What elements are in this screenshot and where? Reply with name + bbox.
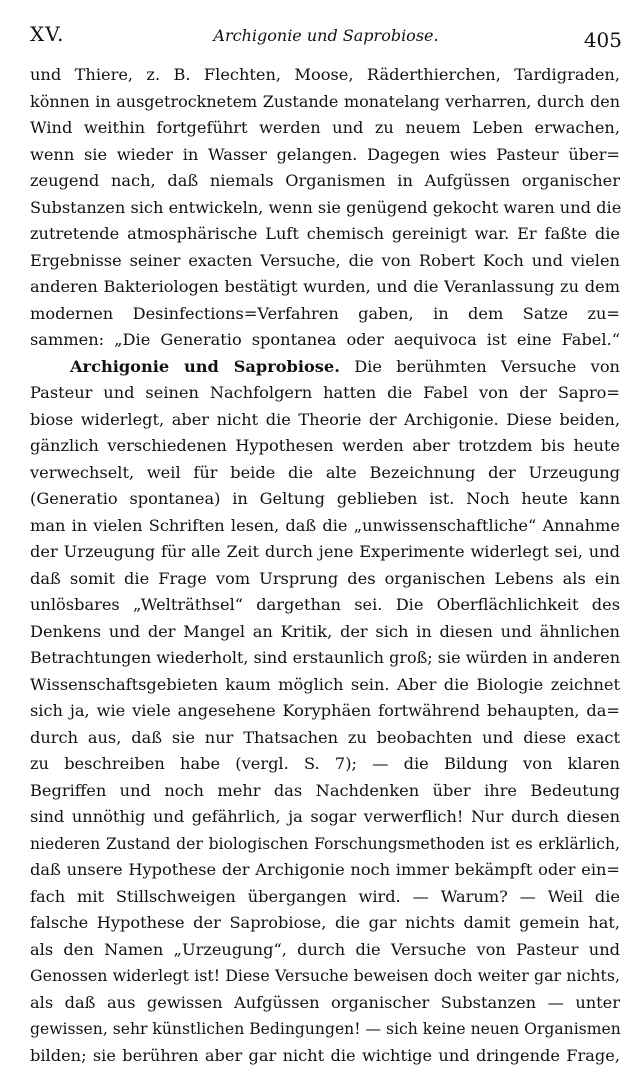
text-line: anderen Bakteriologen bestätigt wurden, und die Veranlassung zu dem (30, 274, 620, 301)
text-line: sammen: „Die Generatio spontanea oder aequivoca ist eine Fabel.“ (30, 327, 620, 354)
text-line: sich ja, wie viele angesehene Koryphäen fortwährend behaupten, da= (30, 698, 620, 725)
text-line: falsche Hypothese der Saprobiose, die gar nichts damit gemein hat, (30, 910, 620, 937)
page-number: 405 (584, 28, 622, 52)
text-line: verwechselt, weil für beide die alte Bezeichnung der Urzeugung (30, 460, 620, 487)
text-line: können in ausgetrocknetem Zustande monatelang verharren, durch den (30, 89, 620, 116)
text-line: Genossen widerlegt ist! Diese Versuche beweisen doch weiter gar nichts, (30, 963, 620, 990)
text-line: und Thiere, z. B. Flechten, Moose, Räderthierchen, Tardigraden, (30, 62, 620, 89)
text-line: als den Namen „Urzeugung“, durch die Versuche von Pasteur und (30, 937, 620, 964)
page-text (30, 62, 620, 1069)
text-line: zu beschreiben habe (vergl. S. 7); — die Bildung von klaren (30, 751, 620, 778)
text-line: (Generatio spontanea) in Geltung geblieben ist. Noch heute kann (30, 486, 620, 513)
text-line: fach mit Stillschweigen übergangen wird. — Warum? — Weil die (30, 884, 620, 911)
text-line: Begriffen und noch mehr das Nachdenken über ihre Bedeutung (30, 778, 620, 805)
running-title: Archigonie und Saprobiose. (30, 26, 622, 45)
text-line: Ergebnisse seiner exacten Versuche, die von Robert Koch und vielen (30, 248, 620, 275)
text-line: der Urzeugung für alle Zeit durch jene Experimente widerlegt sei, und (30, 539, 620, 566)
section-heading: Archigonie und Saprobiose. (70, 357, 340, 376)
chapter-number: XV. (30, 22, 65, 46)
text-line: Betrachtungen wiederholt, sind erstaunlich groß; sie würden in anderen (30, 645, 620, 672)
running-header (30, 22, 622, 52)
text-line: Wissenschaftsgebieten kaum möglich sein. Aber die Biologie zeichnet (30, 672, 620, 699)
text-line: gewissen, sehr künstlichen Bedingungen! — sich keine neuen Organismen (30, 1016, 620, 1043)
text-line: daß unsere Hypothese der Archigonie noch immer bekämpft oder ein= (30, 857, 620, 884)
text-line: wenn sie wieder in Wasser gelangen. Dagegen wies Pasteur über= (30, 142, 620, 169)
text-line: als daß aus gewissen Aufgüssen organischer Substanzen — unter (30, 990, 620, 1017)
text-line: gänzlich verschiedenen Hypothesen werden aber trotzdem bis heute (30, 433, 620, 460)
text-line: Substanzen sich entwickeln, wenn sie genügend gekocht waren und die (30, 195, 620, 222)
text-line: sind unnöthig und gefährlich, ja sogar verwerflich! Nur durch diesen (30, 804, 620, 831)
text-line: zeugend nach, daß niemals Organismen in Aufgüssen organischer (30, 168, 620, 195)
text-line: modernen Desinfections=Verfahren gaben, in dem Satze zu= (30, 301, 620, 328)
text-line: biose widerlegt, aber nicht die Theorie der Archigonie. Diese beiden, (30, 407, 620, 434)
text-line: Denkens und der Mangel an Kritik, der sich in diesen und ähnlichen (30, 619, 620, 646)
text-line: zutretende atmosphärische Luft chemisch gereinigt war. Er faßte die (30, 221, 620, 248)
text-line: niederen Zustand der biologischen Forschungsmethoden ist es erklärlich, (30, 831, 620, 858)
section-first-line (30, 354, 620, 381)
text-line: bilden; sie berühren aber gar nicht die wichtige und dringende Frage, (30, 1043, 620, 1069)
text-line: Wind weithin fortgeführt werden und zu neuem Leben erwachen, (30, 115, 620, 142)
section-first-line-text: Die berühmten Versuche von (354, 357, 620, 376)
text-line: Pasteur und seinen Nachfolgern hatten die Fabel von der Sapro= (30, 380, 620, 407)
text-line: daß somit die Frage vom Ursprung des organischen Lebens als ein (30, 566, 620, 593)
text-line: unlösbares „Welträthsel“ dargethan sei. Die Oberflächlichkeit des (30, 592, 620, 619)
text-line: durch aus, daß sie nur Thatsachen zu beobachten und diese exact (30, 725, 620, 752)
text-line: man in vielen Schriften lesen, daß die „unwissenschaftliche“ Annahme (30, 513, 620, 540)
